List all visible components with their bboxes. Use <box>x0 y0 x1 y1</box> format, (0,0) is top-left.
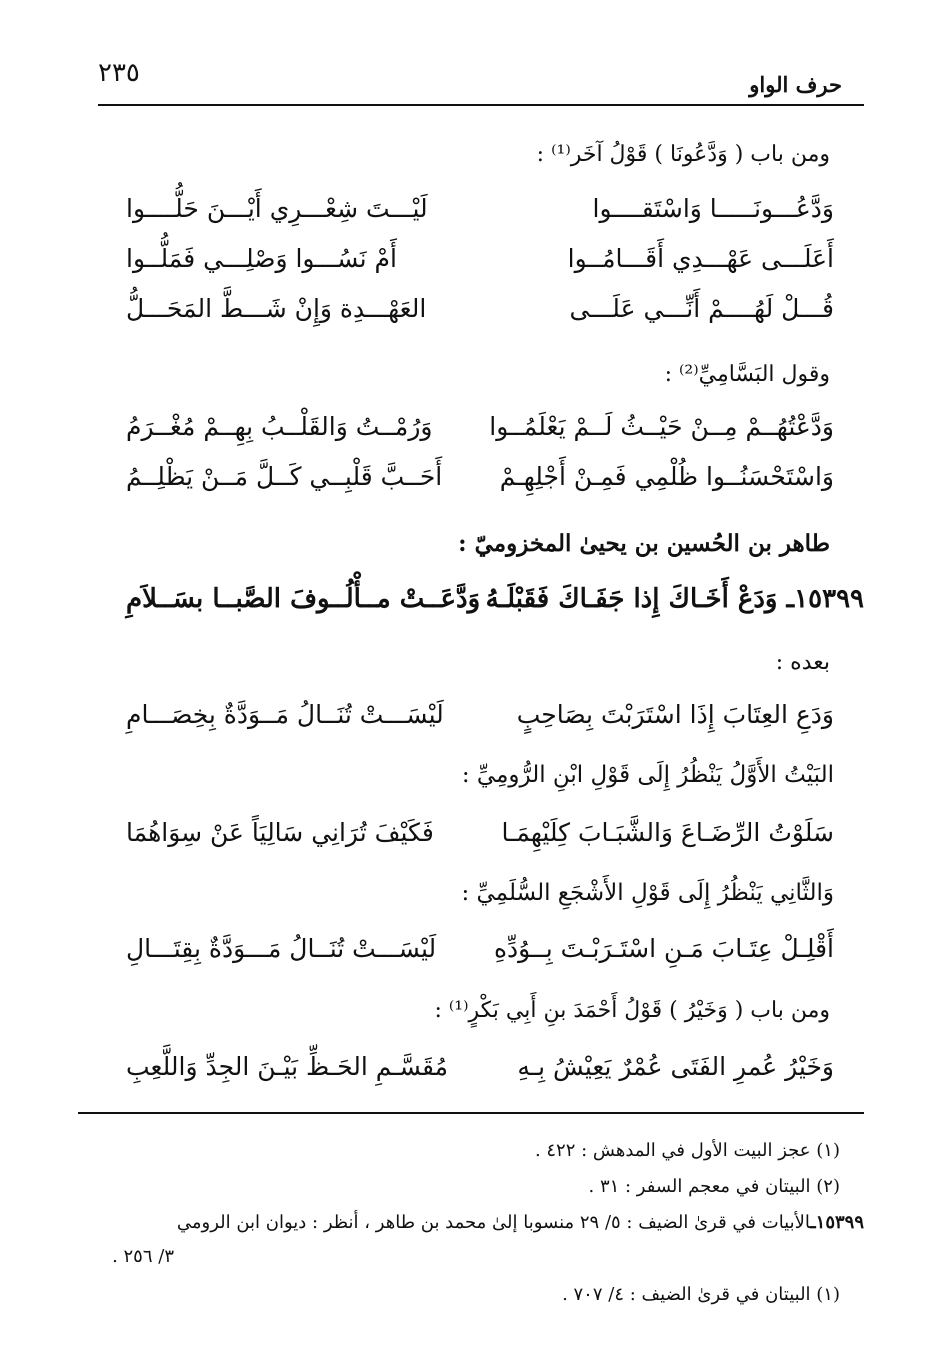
intro-line-4: البَيْتُ الأَوَّلُ يَنْظُرُ إِلَى قَوْلِ ابْنِ الرُّومِيِّ : <box>461 762 834 788</box>
intro-line-3: بعده : <box>775 650 830 675</box>
verse-3-left: العَهْـــدِة وَإِنْ شَـــطَّ المَحَـــلُّ <box>126 294 427 323</box>
verse-10-left: مُقَسَّـمِ الحَـظِّ بَيْـنَ الجِدِّ وَاللَّعِبِ <box>126 1052 449 1081</box>
footnote-rule <box>78 1112 864 1114</box>
verse-4-left: وَرُمْــتُ وَالقَلْــبُ بِهِــمْ مُغْــرَمُ <box>126 412 433 441</box>
verse-2-right: أَعَلَـــى عَهْـــدِي أَقَـــامُــوا <box>567 244 834 273</box>
verse-5-right: وَاسْتَحْسَنُــوا ظُلْمِي فَمِـنْ أَجْلِهِـمْ <box>499 462 834 491</box>
footnote-3-continued: ٣/ ٢٥٦ . <box>112 1246 174 1267</box>
intro-line-2: وقول البَسَّامِيِّ⁽²⁾ : <box>664 362 830 387</box>
verse-4-right: وَدَّعْتُهُــمْ مِــنْ حَيْــثُ لَــمْ يَعْلَمُــوا <box>489 412 834 441</box>
page-number: ٢٣٥ <box>98 58 140 88</box>
poet-heading: طاهر بن الحُسين بن يحيىٰ المخزوميّ : <box>458 530 830 557</box>
verse-9-right: أَقْلِـلْ عِتَـابَ مَـنِ اسْتَـرَبْـتَ بِــوُدِّهِ <box>493 934 834 963</box>
footnote-2: (٢) البيتان في معجم السفر : ٣١ . <box>588 1176 840 1197</box>
intro-line-6: ومن باب ( وَخَيْرُ ) قَوْلُ أَحْمَدَ بنِ أَبِي بَكْرٍ⁽¹⁾ : <box>434 998 830 1023</box>
verse-9-left: لَيْسَـــتْ تُنَــالُ مَـــوَدَّةٌ بِقِتَـــالِ <box>126 934 437 963</box>
footnote-3-text: الأبيات في قرىٰ الضيف : ٥/ ٢٩ منسوبا إلىٰ محمد بن طاهر ، أنظر : ديوان ابن الرومي <box>176 1212 811 1233</box>
verse-1-left: لَيْـــتَ شِعْـــرِي أَيْـــنَ حَلُّــــوا <box>126 194 428 223</box>
verse-6-left: وَدَّعَــتْ مــأْلُــوفَ الصَّبــا بسَــلاَمِ <box>126 584 481 614</box>
intro-line-5: وَالثَّانِي يَنْظُرُ إِلَى قَوْلِ الأَشْجَعِ السُّلَمِيِّ : <box>461 880 834 906</box>
verse-1-right: وَدَّعُـــونَـــــا وَاسْتَقــــوا <box>592 194 834 223</box>
footnote-3-number: ١٥٣٩٩ـ <box>810 1212 864 1233</box>
footnote-4: (١) البيتان في قرىٰ الضيف : ٤/ ٧٠٧ . <box>562 1284 840 1305</box>
verse-7-left: لَيْسَـــتْ تُنَــالُ مَــوَدَّةٌ بِخِصَـــامِ <box>126 700 444 729</box>
verse-3-right: قُـــلْ لَهُــــمْ أَنِّـــي عَلَـــى <box>569 294 834 323</box>
verse-6-right: ١٥٣٩٩ـ وَدَعْ أَخَـاكَ إِذا جَفَـاكَ فَقَبْلَـهُ <box>485 584 864 614</box>
verse-5-left: أَحَــبَّ قَلْبِــي كَــلَّ مَــنْ يَظْلِــمُ <box>126 462 443 491</box>
footnote-1: (١) عجز البيت الأول في المدهش : ٤٢٢ . <box>534 1140 840 1161</box>
verse-8-left: فَكَيْفَ تُرَانِي سَالِيَاً عَنْ سِوَاهُمَا <box>126 818 434 847</box>
verse-8-right: سَلَوْتُ الرِّضَـاعَ وَالشَّبَـابَ كِلَيْهِمَـا <box>501 818 834 847</box>
verse-2-left: أَمْ نَسُـــوا وَصْلِـــي فَمَلُّــوا <box>126 244 397 273</box>
intro-line-1: ومن باب ( وَدَّعُونَا ) قَوْلُ آخَر⁽¹⁾ : <box>536 142 830 167</box>
header-rule <box>98 104 864 106</box>
verse-7-right: وَدَعِ العِتَابَ إِذَا اسْتَرَبْتَ بِصَاحِبٍ <box>516 700 834 729</box>
footnote-3 <box>177 1212 864 1233</box>
chapter-title: حرف الواو <box>749 72 842 97</box>
verse-10-right: وَخَيْرُ عُمرِ الفَتَى عُمْرٌ يَعِيْشُ بِـهِ <box>517 1052 834 1081</box>
